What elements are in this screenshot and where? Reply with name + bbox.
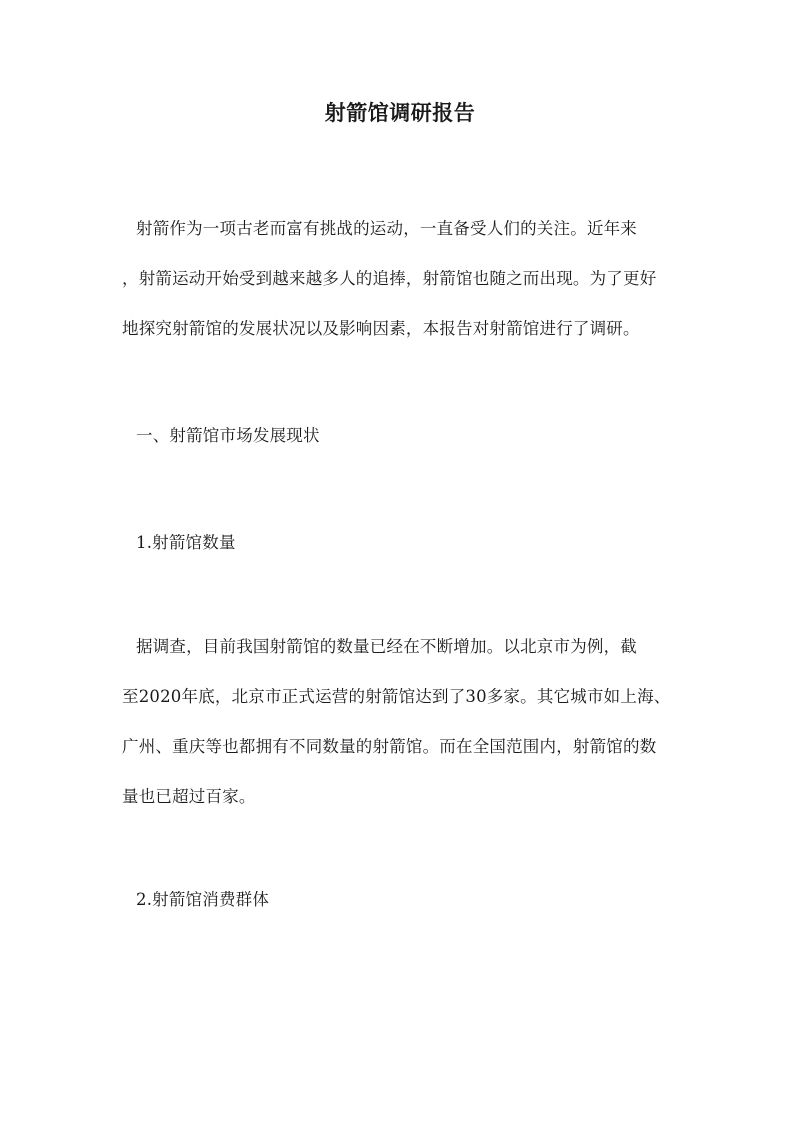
sub1-line-2: 至2020年底，北京市正式运营的射箭馆达到了30多家。其它城市如上海、 bbox=[122, 687, 671, 706]
section1-heading: 一、射箭馆市场发展现状 bbox=[136, 426, 320, 445]
subsection1-heading: 1.射箭馆数量 bbox=[136, 533, 236, 552]
intro-line-3: 地探究射箭馆的发展状况以及影响因素，本报告对射箭馆进行了调研。 bbox=[122, 319, 640, 338]
intro-line-1: 射箭作为一项古老而富有挑战的运动，一直备受人们的关注。近年来 bbox=[136, 219, 637, 238]
subsection2-heading: 2.射箭馆消费群体 bbox=[136, 890, 270, 909]
sub1-line-4: 量也已超过百家。 bbox=[122, 787, 256, 806]
document-title: 射箭馆调研报告 bbox=[324, 100, 476, 125]
sub1-line-3: 广州、重庆等也都拥有不同数量的射箭馆。而在全国范围内，射箭馆的数 bbox=[122, 737, 657, 756]
intro-line-2: ，射箭运动开始受到越来越多人的追捧，射箭馆也随之而出现。为了更好 bbox=[122, 269, 657, 288]
sub1-line-1: 据调查，目前我国射箭馆的数量已经在不断增加。以北京市为例，截 bbox=[136, 637, 637, 656]
